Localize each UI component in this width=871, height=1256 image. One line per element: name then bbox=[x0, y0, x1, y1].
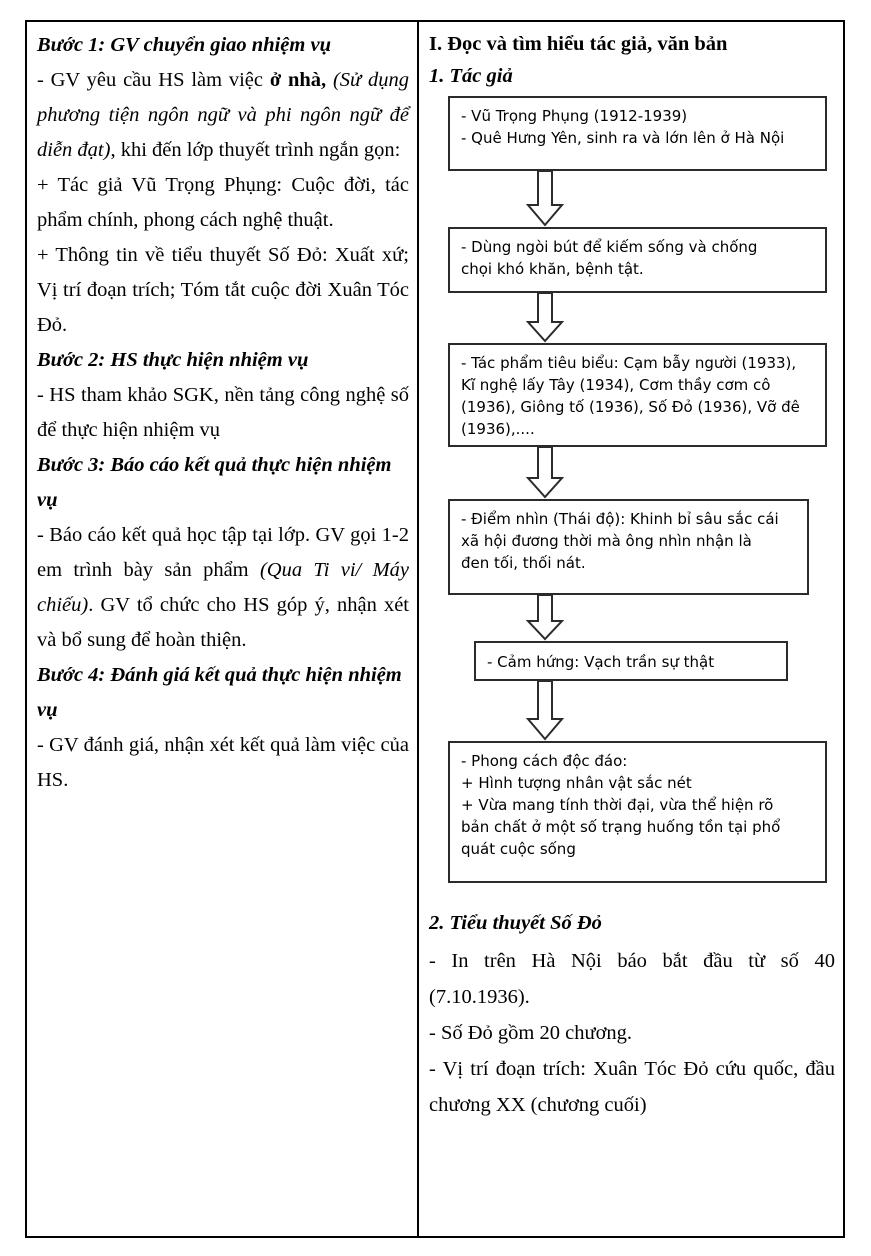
flow-box-livelihood-line-1: - Dùng ngòi bút để kiếm sống và chống bbox=[461, 238, 758, 256]
flow-box-viewpoint-line-2: xã hội đương thời mà ông nhìn nhận là bbox=[461, 532, 752, 550]
step-2-body: - HS tham khảo SGK, nền tảng công nghệ số để thực hiện nhiệm vụ bbox=[37, 384, 409, 441]
flow-box-author-bio-line-2: - Quê Hưng Yên, sinh ra và lớn lên ở Hà Nội bbox=[461, 129, 785, 147]
flow-box-viewpoint-line-1: - Điểm nhìn (Thái độ): Khinh bỉ sâu sắc cái bbox=[461, 510, 779, 528]
step-3-body bbox=[37, 518, 409, 658]
arrow-down-icon-2 bbox=[525, 293, 565, 343]
section-heading-i: I. Đọc và tìm hiểu tác giả, văn bản bbox=[429, 33, 728, 55]
flow-box-style-line-2: + Hình tượng nhân vật sắc nét bbox=[461, 774, 692, 792]
arrow-down-icon-3 bbox=[525, 447, 565, 499]
flow-box-notable-works bbox=[448, 343, 827, 447]
flow-box-livelihood bbox=[448, 227, 827, 293]
step-1-instruction-bold: ở nhà, bbox=[269, 69, 327, 91]
flow-box-style-line-1: - Phong cách độc đáo: bbox=[461, 752, 628, 770]
arrow-down-icon-1 bbox=[525, 171, 565, 227]
step-1-instruction-plain-b: , khi đến lớp thuyết trình ngắn gọn: bbox=[110, 139, 401, 161]
flow-box-inspiration bbox=[474, 641, 788, 681]
step-4-body: - GV đánh giá, nhận xét kết quả làm việc của HS. bbox=[37, 734, 409, 791]
step-1-bullet-author: + Tác giả Vũ Trọng Phụng: Cuộc đời, tác phẩm chính, phong cách nghệ thuật. bbox=[37, 174, 409, 231]
arrow-down-icon-4 bbox=[525, 595, 565, 641]
subsection-2-item-1: - In trên Hà Nội báo bắt đầu từ số 40 (7.10.1936). bbox=[429, 950, 835, 1008]
arrow-down-icon-5 bbox=[525, 681, 565, 741]
step-1-instruction bbox=[37, 63, 409, 168]
step-1-instruction-italic: (Sử dụng phương tiện ngôn ngữ và phi ngôn ngữ để diễn đạt) bbox=[37, 69, 410, 161]
flow-box-notable-works-line-4: (1936),.... bbox=[461, 420, 535, 438]
step-3-body-plain-a: - Báo cáo kết quả học tập tại lớp. GV gọi 1-2 em trình bày sản phẩm bbox=[37, 524, 409, 581]
step-4-heading: Bước 4: Đánh giá kết quả thực hiện nhiệm vụ bbox=[37, 664, 402, 721]
flow-box-style-line-4: bản chất ở một số trạng huống tồn tại phổ bbox=[461, 818, 781, 836]
step-1-bullet-novel: + Thông tin về tiểu thuyết Số Đỏ: Xuất xứ; Vị trí đoạn trích; Tóm tắt cuộc đời Xuân Tóc Đỏ. bbox=[37, 244, 409, 336]
flow-box-style bbox=[448, 741, 827, 883]
step-3-heading: Bước 3: Báo cáo kết quả thực hiện nhiệm vụ bbox=[37, 454, 392, 511]
flow-box-inspiration-line-1: - Cảm hứng: Vạch trần sự thật bbox=[487, 653, 715, 671]
flow-box-notable-works-line-1: - Tác phẩm tiêu biểu: Cạm bẫy người (1933), bbox=[461, 354, 797, 372]
flow-box-notable-works-line-3: (1936), Giông tố (1936), Số Đỏ (1936), Vỡ đê bbox=[461, 398, 800, 416]
step-3-body-italic: (Qua Ti vi/ Máy chiếu) bbox=[37, 559, 409, 616]
subsection-2-item-3: - Vị trí đoạn trích: Xuân Tóc Đỏ cứu quốc, đầu chương XX (chương cuối) bbox=[429, 1058, 835, 1116]
flow-box-livelihood-line-2: chọi khó khăn, bệnh tật. bbox=[461, 260, 644, 278]
flow-box-viewpoint-line-3: đen tối, thối nát. bbox=[461, 554, 586, 572]
flow-box-notable-works-line-2: Kĩ nghệ lấy Tây (1934), Cơm thầy cơm cô bbox=[461, 376, 771, 394]
subsection-2-item-2: - Số Đỏ gồm 20 chương. bbox=[429, 1022, 633, 1044]
flow-box-author-bio bbox=[448, 96, 827, 171]
table-cell-left-activities bbox=[27, 22, 419, 1236]
step-1-heading: Bước 1: GV chuyển giao nhiệm vụ bbox=[37, 34, 331, 56]
step-3-body-plain-b: . GV tổ chức cho HS góp ý, nhận xét và bổ sung để hoàn thiện. bbox=[37, 594, 409, 651]
flow-box-viewpoint bbox=[448, 499, 809, 595]
two-column-table bbox=[25, 20, 845, 1238]
flow-box-author-bio-line-1: - Vũ Trọng Phụng (1912-1939) bbox=[461, 107, 688, 125]
subsection-heading-2: 2. Tiểu thuyết Số Đỏ bbox=[429, 912, 602, 934]
subsection-2-block bbox=[429, 903, 835, 1123]
subsection-heading-1: 1. Tác giả bbox=[429, 65, 513, 87]
flow-box-style-line-3: + Vừa mang tính thời đại, vừa thể hiện rõ bbox=[461, 796, 774, 814]
author-flowchart bbox=[429, 96, 835, 883]
step-1-instruction-plain-a: - GV yêu cầu HS làm việc bbox=[37, 69, 270, 91]
flow-box-style-line-5: quát cuộc sống bbox=[461, 840, 576, 858]
step-2-heading: Bước 2: HS thực hiện nhiệm vụ bbox=[37, 349, 309, 371]
table-cell-right-content bbox=[419, 22, 843, 1236]
